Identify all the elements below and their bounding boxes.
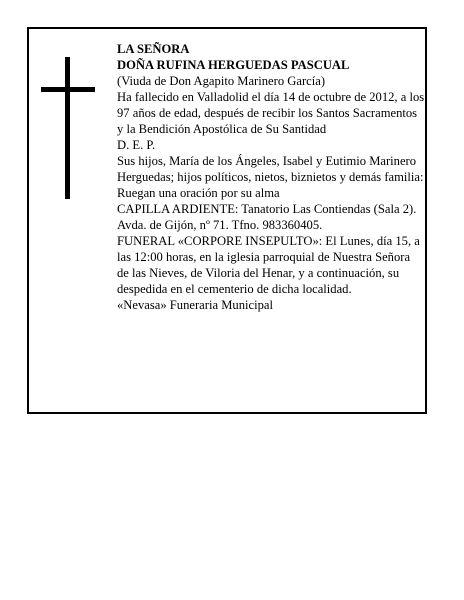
- widow-of-line: (Viuda de Don Agapito Marinero García): [117, 74, 326, 88]
- rip-line: D. E. P.: [117, 138, 156, 152]
- funeral-info: FUNERAL «CORPORE INSEPULTO»: El Lunes, día 15, a las 12:00 horas, en la iglesia parroquial de Nuestra Señora de las Nieves, de Viloria del Henar, y a continuación, su despedida en el cementerio de dicha localidad.: [117, 234, 420, 296]
- death-info: Ha fallecido en Valladolid el día 14 de octubre de 2012, a los 97 años de edad, después de recibir los Santos Sacramentos y la Bendición Apostólica de Su Santidad: [117, 90, 425, 136]
- obituary-text: [117, 41, 425, 313]
- chapel-info: CAPILLA ARDIENTE: Tanatorio Las Contiendas (Sala 2). Avda. de Gijón, nº 71. Tfno. 983360405.: [117, 202, 417, 232]
- funeral-home: «Nevasa» Funeraria Municipal: [117, 298, 273, 312]
- cross-icon: [41, 57, 95, 199]
- deceased-name: DOÑA RUFINA HERGUEDAS PASCUAL: [117, 58, 350, 72]
- obituary-notice: [27, 27, 427, 414]
- notice-title-line: LA SEÑORA: [117, 42, 190, 56]
- prayer-request: Ruegan una oración por su alma: [117, 186, 280, 200]
- family-line: Sus hijos, María de los Ángeles, Isabel y Eutimio Marinero Herguedas; hijos políticos, nietos, biznietos y demás familia:: [117, 154, 424, 184]
- cross-vertical-bar: [65, 57, 70, 199]
- cross-horizontal-bar: [41, 87, 95, 92]
